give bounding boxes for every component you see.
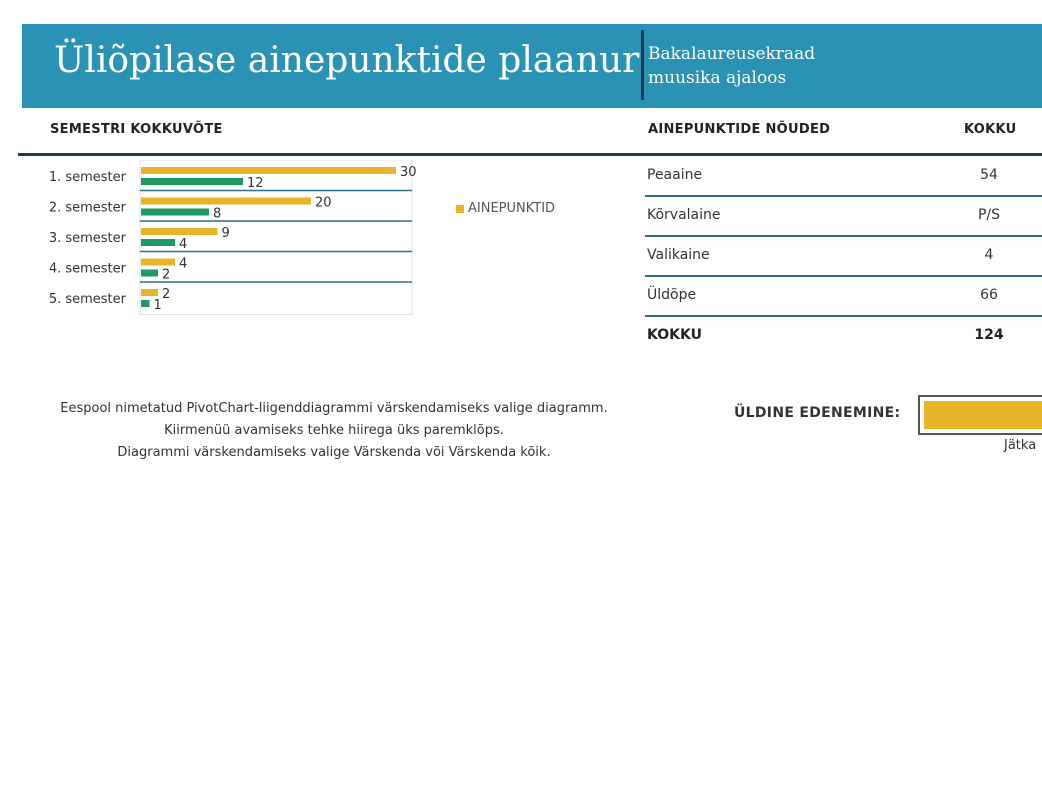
row-label: Peaaine xyxy=(647,167,703,183)
row-value: 4 xyxy=(984,247,994,263)
total-column-heading: KOKKU xyxy=(964,122,1017,137)
data-label: 12 xyxy=(247,176,264,191)
completed-bar xyxy=(141,300,150,307)
credits-bar xyxy=(141,259,175,266)
total-value: 124 xyxy=(974,327,1004,343)
instruction-line-2: Kiirmenüü avamiseks tehke hiirega üks paremklõps. xyxy=(164,423,504,438)
overall-progress-bar xyxy=(918,395,1042,435)
chart-legend xyxy=(456,200,566,218)
data-label: 4 xyxy=(179,237,188,252)
credit-requirements-heading: AINEPUNKTIDE NÕUDED xyxy=(648,122,831,137)
category-label: 1. semester xyxy=(48,170,126,185)
credits-bar xyxy=(141,198,311,205)
data-label: 30 xyxy=(400,165,417,180)
completed-bar xyxy=(141,270,158,277)
pivotchart-instructions xyxy=(20,398,648,464)
category-label: 4. semester xyxy=(48,261,126,277)
banner-divider xyxy=(641,30,644,100)
page-title: Üliõpilase ainepunktide plaanur xyxy=(54,40,640,81)
table-row xyxy=(645,197,1042,237)
requirements-table xyxy=(645,157,1042,355)
completed-bar xyxy=(141,239,175,246)
completed-bar xyxy=(141,178,243,185)
data-label: 8 xyxy=(213,206,222,222)
header-rule xyxy=(18,153,1042,156)
progress-status-label: Jätka xyxy=(1004,438,1037,453)
degree-line-2: muusika ajaloos xyxy=(648,68,787,88)
legend-label: AINEPUNKTID xyxy=(468,201,556,216)
completed-bar xyxy=(141,209,209,216)
credits-bar xyxy=(141,228,218,235)
semester-credits-chart[interactable] xyxy=(18,160,418,320)
data-label: 20 xyxy=(315,195,332,211)
instruction-line-3: Diagrammi värskendamiseks valige Värskenda või Värskenda kõik. xyxy=(117,445,551,460)
total-label: KOKKU xyxy=(647,327,702,343)
row-label: Kõrvalaine xyxy=(647,207,721,223)
data-label: 2 xyxy=(162,267,171,283)
data-label: 1 xyxy=(153,298,162,313)
table-row xyxy=(645,237,1042,277)
row-value: P/S xyxy=(977,207,1001,223)
row-label: Valikaine xyxy=(647,247,710,263)
data-label: 9 xyxy=(221,226,230,241)
data-label: 2 xyxy=(162,287,171,302)
degree-line-1: Bakalaureusekraad xyxy=(648,44,816,64)
legend-swatch xyxy=(456,205,464,213)
degree-subtitle xyxy=(648,42,815,90)
overall-progress-label: ÜLDINE EDENEMINE: xyxy=(734,405,901,421)
data-label: 4 xyxy=(179,256,188,272)
table-row xyxy=(645,277,1042,317)
title-banner xyxy=(22,24,1042,108)
total-row xyxy=(645,317,1042,355)
instruction-line-1: Eespool nimetatud PivotChart-liigenddiagrammi värskendamiseks valige diagramm. xyxy=(60,401,608,416)
credits-bar xyxy=(141,289,158,296)
category-label: 3. semester xyxy=(48,231,126,246)
table-row xyxy=(645,157,1042,197)
row-value: 54 xyxy=(980,167,998,183)
category-label: 5. semester xyxy=(48,292,126,307)
row-value: 66 xyxy=(980,287,998,303)
progress-fill xyxy=(924,401,1042,429)
semester-summary-heading: SEMESTRI KOKKUVÕTE xyxy=(50,122,223,137)
category-label: 2. semester xyxy=(48,200,126,216)
credits-bar xyxy=(141,167,396,174)
row-label: Üldõpe xyxy=(647,287,697,303)
